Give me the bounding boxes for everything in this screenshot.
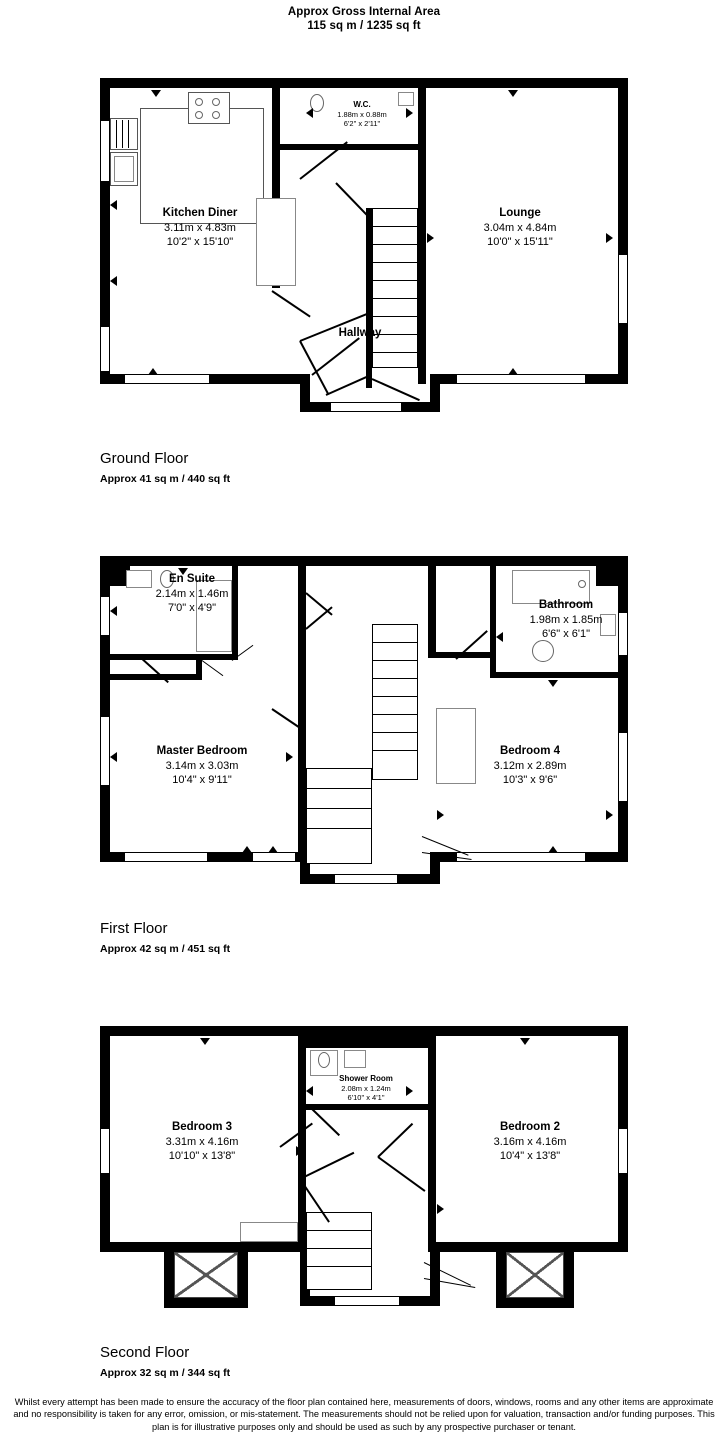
- stair-step: [307, 788, 371, 789]
- stair-step: [373, 298, 417, 299]
- wall-bottom-right: [440, 1242, 628, 1252]
- window-kitchen-left: [100, 120, 110, 182]
- radiator-fin-3: [128, 120, 129, 148]
- stair-step: [373, 262, 417, 263]
- window-bed4-bottom: [456, 852, 586, 862]
- arrow-icon: [200, 1038, 210, 1045]
- radiator-fin-1: [116, 120, 117, 148]
- header-line-1: Approx Gross Internal Area: [287, 6, 441, 18]
- wall-ensuite-bottom: [100, 654, 196, 660]
- door-swing-shower: [311, 1108, 340, 1136]
- stair-step: [307, 1230, 371, 1231]
- stair-step: [373, 352, 417, 353]
- stair-step: [373, 244, 417, 245]
- stair-step: [373, 660, 417, 661]
- stair-step: [373, 280, 417, 281]
- stair-step: [373, 678, 417, 679]
- stair-step: [373, 750, 417, 751]
- wall-top: [100, 78, 628, 88]
- room-label-bedroom-3: Bedroom 3 3.31m x 4.16m 10'10" x 13'8": [165, 1121, 239, 1162]
- arrow-icon: [406, 108, 413, 118]
- floor-area: Approx 41 sq m / 440 sq ft: [100, 473, 231, 485]
- arrow-icon: [437, 810, 444, 820]
- radiator-fin-2: [122, 120, 123, 148]
- disclaimer-text: Whilst every attempt has been made to ensure the accuracy of the floor plan contained here, measurements of doors, windows, rooms and any other items are approximate and no responsibility is taken for any error, omission, or mis-statement. The measurements should not be relied upon for valuation, transaction and/or funding purposes. This plan is for illustrative purposes only and should be used as such by any prospective purchaser or tenant.: [13, 1397, 715, 1432]
- wall-shower-room-bottom: [306, 1104, 428, 1110]
- stair-step: [373, 316, 417, 317]
- dormer-window-left: [174, 1252, 238, 1298]
- window-master-bottom-2: [252, 852, 296, 862]
- door-swing-kitchen: [271, 290, 310, 317]
- hob-icon: [188, 92, 230, 124]
- ground-floor-plan: [0, 78, 728, 428]
- floor-title: Second Floor: [100, 1344, 190, 1361]
- arrow-icon: [508, 368, 518, 375]
- arrow-icon: [548, 846, 558, 853]
- arrow-icon: [508, 90, 518, 97]
- arrow-icon: [520, 1038, 530, 1045]
- ground-floor-caption: [100, 450, 230, 485]
- sink-icon: [110, 152, 138, 186]
- door-swing-landing-2: [305, 606, 332, 629]
- landing-outline-1: [300, 1152, 355, 1180]
- window-lounge-right: [618, 254, 628, 324]
- floor-area: Approx 32 sq m / 344 sq ft: [100, 1367, 231, 1379]
- first-floor-caption: [100, 920, 230, 955]
- stair-step: [307, 1248, 371, 1249]
- plan-header: [0, 0, 728, 33]
- window-kitchen-left-2: [100, 326, 110, 372]
- first-floor-plan: [0, 556, 728, 886]
- stair-step: [307, 1266, 371, 1267]
- stair-step: [307, 828, 371, 829]
- room-label-bedroom-4: Bedroom 4 3.12m x 2.89m 10'3" x 9'6": [493, 745, 567, 786]
- stair-step: [373, 226, 417, 227]
- dormer-window-right: [506, 1252, 564, 1298]
- landing-door-bottom: [334, 874, 398, 884]
- wall-landing-left-internal: [298, 1036, 306, 1252]
- staircase-down: [306, 1212, 372, 1290]
- hob-ring-1: [195, 98, 203, 106]
- arrow-icon: [242, 846, 252, 853]
- stair-step: [373, 714, 417, 715]
- wall-shower-room-top-block: [306, 1036, 428, 1048]
- bath-tap-icon: [578, 580, 586, 588]
- shower-toilet-icon: [318, 1052, 330, 1068]
- room-label-wc: W.C. 1.88m x 0.88m 6'2" x 2'11": [337, 100, 387, 128]
- door-swing-landing-1: [305, 592, 332, 615]
- room-label-bedroom-2: Bedroom 2 3.16m x 4.16m 10'4" x 13'8": [493, 1121, 567, 1162]
- window-master-bottom: [124, 852, 208, 862]
- hob-ring-3: [195, 111, 203, 119]
- radiator-icon: [110, 118, 138, 150]
- wall-landing-right-internal: [428, 1036, 436, 1252]
- wall-bathroom-bottom: [496, 672, 628, 678]
- arrow-icon: [306, 108, 313, 118]
- bed3-furniture: [240, 1222, 298, 1242]
- shower-basin-icon: [344, 1050, 366, 1068]
- room-label-kitchen-diner: Kitchen Diner 3.11m x 4.83m 10'2" x 15'10": [162, 207, 238, 248]
- window-master-left: [100, 716, 110, 786]
- wall-internal-wc-bottom: [280, 144, 418, 150]
- header-line-2: 115 sq m / 1235 sq ft: [307, 20, 421, 32]
- wall-bed4-top: [436, 652, 496, 658]
- landing-door-bottom: [334, 1296, 400, 1306]
- hall-outline-3: [311, 337, 360, 376]
- wall-dormer-left-bottom: [164, 1298, 248, 1308]
- stair-step: [373, 732, 417, 733]
- landing-outline-3: [377, 1156, 425, 1192]
- floor-area: Approx 42 sq m / 451 sq ft: [100, 943, 231, 955]
- wall-dormer-right-bottom: [496, 1298, 574, 1308]
- arrow-icon: [110, 276, 117, 286]
- door-porch-bottom: [330, 402, 402, 412]
- wall-landing-right-internal: [428, 566, 436, 658]
- window-kitchen-bottom: [124, 374, 210, 384]
- wall-top: [100, 1026, 628, 1036]
- window-ensuite-left: [100, 596, 110, 636]
- landing-outline-4: [377, 1123, 413, 1158]
- door-swing-hall-2: [335, 182, 373, 221]
- room-label-master-bedroom: Master Bedroom 3.14m x 3.03m 10'4" x 9'11": [156, 745, 248, 786]
- wall-bottom-left: [100, 1242, 300, 1252]
- room-label-bathroom: Bathroom 1.98m x 1.85m 6'6" x 6'1": [529, 599, 603, 640]
- arrow-icon: [437, 1204, 444, 1214]
- room-label-hallway: Hallway: [338, 327, 382, 339]
- cupboard-diag-1: [202, 660, 224, 676]
- wall-landing-left-internal: [298, 566, 306, 862]
- wall-bathroom-top-block: [596, 566, 618, 586]
- wall-right: [618, 78, 628, 384]
- floor-title: First Floor: [100, 920, 168, 937]
- arrow-icon: [151, 90, 161, 97]
- arrow-icon: [548, 680, 558, 687]
- wall-master-top: [100, 674, 200, 680]
- stair-step: [307, 808, 371, 809]
- bathroom-basin-icon: [532, 640, 554, 662]
- arrow-icon: [606, 810, 613, 820]
- stair-step: [373, 642, 417, 643]
- arrow-icon: [296, 1146, 303, 1156]
- second-floor-plan: [0, 1026, 728, 1336]
- hob-ring-4: [212, 111, 220, 119]
- wall-top: [100, 556, 628, 566]
- stair-step: [373, 696, 417, 697]
- room-label-lounge: Lounge 3.04m x 4.84m 10'0" x 15'11": [483, 207, 557, 248]
- hall-outline-5: [372, 378, 420, 401]
- arrow-icon: [148, 368, 158, 375]
- arrow-icon: [268, 846, 278, 853]
- window-bed3-left: [100, 1128, 110, 1174]
- staircase-down: [306, 768, 372, 864]
- hob-ring-2: [212, 98, 220, 106]
- second-floor-caption: [100, 1344, 230, 1379]
- window-lounge-bottom: [456, 374, 586, 384]
- staircase: [372, 208, 418, 368]
- room-label-shower-room: Shower Room 2.08m x 1.24m 6'10" x 4'1": [339, 1074, 393, 1102]
- floor-title: Ground Floor: [100, 450, 189, 467]
- staircase-up: [372, 624, 418, 780]
- room-label-en-suite: En Suite 2.14m x 1.46m 7'0" x 4'9": [155, 573, 229, 614]
